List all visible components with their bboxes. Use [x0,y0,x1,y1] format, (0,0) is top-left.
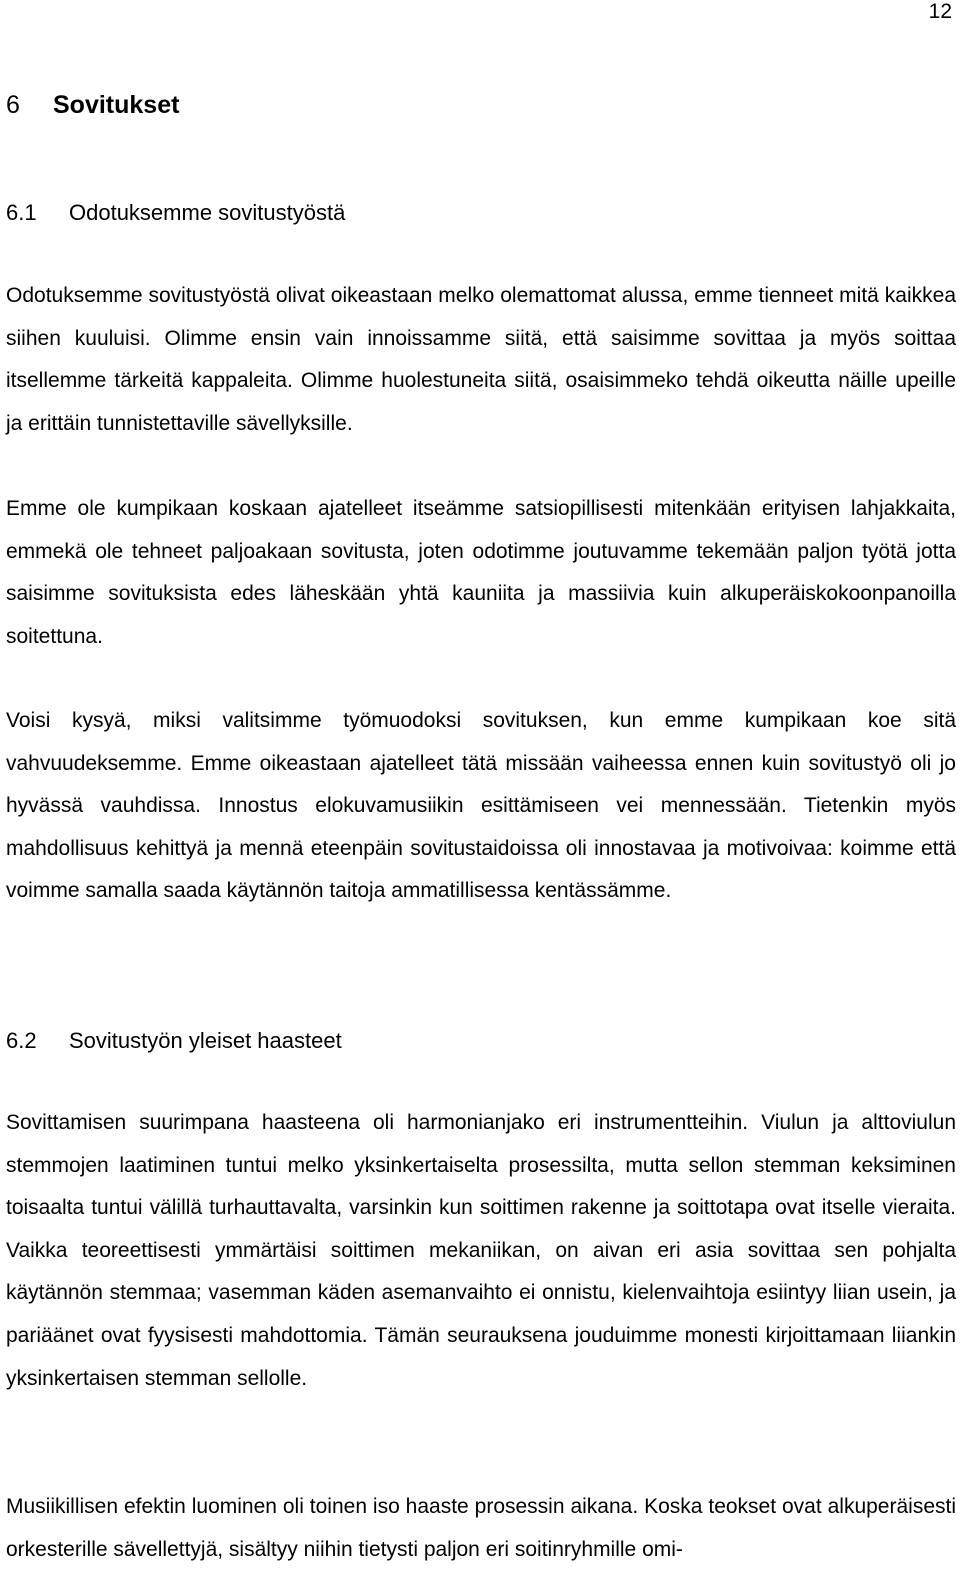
paragraph: Emme ole kumpikaan koskaan ajatelleet itseämme satsiopillisesti mitenkään erityisen lahjakkaita, emmekä ole tehneet paljoakaan sovitusta, joten odotimme joutuvamme tekemään paljon työtä jotta saisimme sovituksista edes läheskään yhtä kauniita ja massiivia kuin alkuperäiskokoonpanoilla soitettuna. [6,497,956,648]
section-heading-6-2 [6,1026,956,1056]
chapter-number: 6 [6,91,20,119]
paragraph: Odotuksemme sovitustyöstä olivat oikeastaan melko olemattomat alussa, emme tienneet mitä kaikkea siihen kuuluisi. Olimme ensin vain innoissamme siitä, että saisimme sovittaa ja myös soittaa itsellemme tärkeitä kappaleita. Olimme huolestuneita siitä, osaisimmeko tehdä oikeutta näille upeille ja erittäin tunnistettaville sävellyksille. [6,284,956,435]
paragraph: Sovittamisen suurimpana haasteena oli harmonianjako eri instrumentteihin. Viulun ja alttoviulun stemmojen laatiminen tuntui melko yksinkertaiselta prosessilta, mutta sellon stemman keksiminen toisaalta tuntui välillä turhauttavalta, varsinkin kun soittimen rakenne ja soittotapa ovat itselle vieraita. Vaikka teoreettisesti ymmärtäisi soittimen mekaniikan, on aivan eri asia sovittaa sen pohjalta käytännön stemmaa; vasemman käden asemanvaihto ei onnistu, kielenvaihtoja esiintyy liian usein, ja pariäänet ovat fyysisesti mahdottomia. Tämän seurauksena jouduimme monesti kirjoittamaan liiankin yksinkertaisen stemman sellolle. [6,1111,956,1390]
paragraph: Musiikillisen efektin luominen oli toinen iso haaste prosessin aikana. Koska teokset ovat alkuperäisesti orkesterille sävellettyjä, sisältyy niihin tietysti paljon eri soitinryhmille omi- [6,1495,956,1561]
paragraph: Voisi kysyä, miksi valitsimme työmuodoksi sovituksen, kun emme kumpikaan koe sitä vahvuudeksemme. Emme oikeastaan ajatelleet tätä missään vaiheessa ennen kuin sovitustyö oli jo hyvässä vauhdissa. Innostus elokuvamusiikin esittämiseen vei mennessään. Tietenkin myös mahdollisuus kehittyä ja mennä eteenpäin sovitustaidoissa oli innostavaa ja motivoivaa: koimme että voimme samalla saada käytännön taitoja ammatillisessa kentässämme. [6,709,956,903]
chapter-title: Sovitukset [53,91,180,119]
section-title: Sovitustyön yleiset haasteet [69,1028,342,1053]
chapter-heading [6,88,956,122]
page-number: 12 [928,0,952,23]
section-title: Odotuksemme sovitustyöstä [69,200,346,225]
section-number: 6.1 [6,200,37,225]
section-heading-6-1 [6,198,956,228]
section-number: 6.2 [6,1028,37,1053]
